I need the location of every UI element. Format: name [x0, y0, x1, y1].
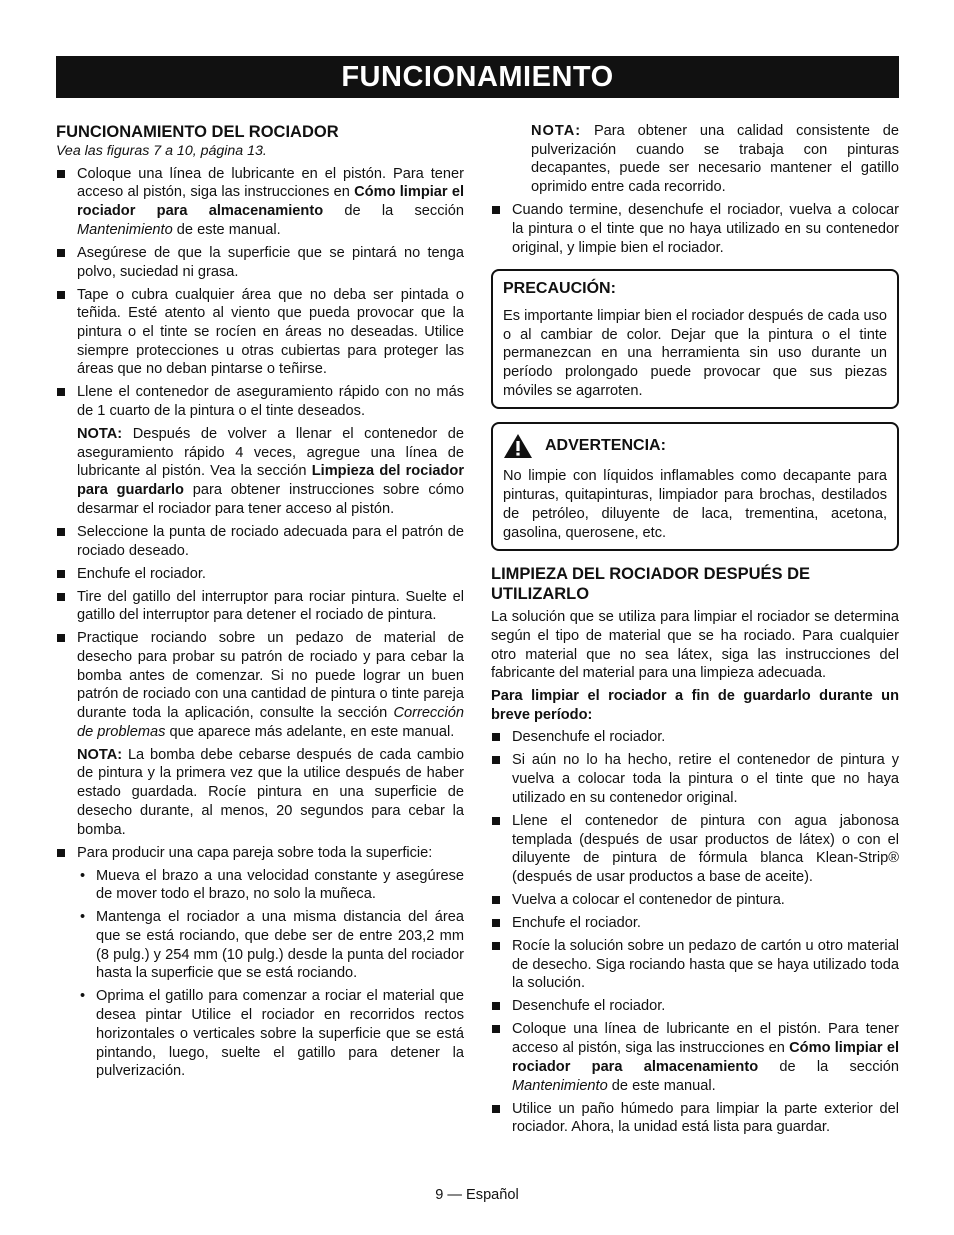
- warning-title: ADVERTENCIA:: [545, 437, 666, 455]
- list-item: Desenchufe el rociador.: [491, 997, 899, 1016]
- note-paragraph: NOTA: La bomba debe cebarse después de cada cambio de pintura y la primera vez que la utilice después de haber estado guardada. Rocíe pintura en una superficie de desecho durante, al menos, 20 segundos para cebar la bomba.: [77, 746, 464, 838]
- list-item: Enchufe el rociador.: [491, 914, 899, 933]
- note-paragraph: NOTA: Después de volver a llenar el contenedor de aseguramiento rápido 4 veces, agregue una línea de lubricante al pistón. Vea la sección Limpieza del rociador para guardarlo para obtener instrucciones sobre cómo desarmar el rociador para tener acceso al pistón.: [77, 426, 464, 517]
- list-item: Llene el contenedor de pintura con agua jabonosa templada (después de usar productos de látex) o con el diluyente de pintura de fórmula blanca Klean-Strip® (después de usar productos a base de aceite).: [491, 812, 899, 887]
- operation-steps: [56, 165, 464, 421]
- section-heading-cleaning: LIMPIEZA DEL ROCIADOR DESPUÉS DE UTILIZARLO: [491, 565, 811, 604]
- list-item: Para producir una capa pareja sobre toda la superficie:: [56, 844, 464, 863]
- left-column: [56, 122, 464, 1085]
- cleaning-subheading: Para limpiar el rociador a fin de guardarlo durante un breve período:: [491, 688, 899, 723]
- list-item: Practique rociando sobre un pedazo de material de desecho para probar su patrón de rociado y para cebar la bomba antes de comenzar. Si no puede lograr un buen patrón de rociado con una cantidad de pintura o tinte pareja durante toda la aplicación, consulte la sección Corrección de problemas que aparece más adelante, en este manual.: [56, 629, 464, 741]
- right-column: [491, 122, 899, 1141]
- finish-steps: [491, 201, 899, 257]
- warning-text: No limpie con líquidos inflamables como decapante para pinturas, quitapinturas, limpiador para brochas, destilados de petróleo, diluyente de laca, trementina, acetona, gasolina, querosene, etc.: [503, 468, 887, 541]
- cleaning-steps: [491, 728, 899, 1136]
- list-item: Utilice un paño húmedo para limpiar la parte exterior del rociador. Ahora, la unidad está lista para guardar.: [491, 1100, 899, 1137]
- list-item: Desenchufe el rociador.: [491, 728, 899, 747]
- even-coat-tips: [56, 867, 464, 1081]
- list-item: Asegúrese de que la superficie que se pintará no tenga polvo, suciedad ni grasa.: [56, 244, 464, 281]
- list-item: Coloque una línea de lubricante en el pistón. Para tener acceso al pistón, siga las instrucciones en Cómo limpiar el rociador para almacenamiento de la sección Mantenimiento de este manual.: [56, 165, 464, 240]
- caution-title: PRECAUCIÓN:: [503, 280, 616, 298]
- page-footer: 9 — Español: [435, 1187, 519, 1203]
- caution-box: [491, 269, 899, 409]
- list-item: Coloque una línea de lubricante en el pistón. Para tener acceso al pistón, siga las instrucciones en Cómo limpiar el rociador para almacenamiento de la sección Mantenimiento de este manual.: [491, 1020, 899, 1095]
- list-item: Tire del gatillo del interruptor para rociar pintura. Suelte el gatillo del interruptor para detener el rociado de pintura.: [56, 588, 464, 625]
- list-item: Seleccione la punta de rociado adecuada para el patrón de rociado deseado.: [56, 523, 464, 560]
- list-item: Llene el contenedor de aseguramiento rápido con no más de 1 cuarto de la pintura o el tinte deseados.: [56, 383, 464, 420]
- cleaning-intro: La solución que se utiliza para limpiar el rociador se determina según el tipo de material que se ha rociado. Para cualquier otro material que no sea látex, siga las instrucciones del fabricante del material para una limpieza adecuada.: [491, 609, 899, 682]
- list-item: • Oprima el gatillo para comenzar a rociar el material que desea pintar Utilice el rociador en recorridos rectos horizontales o verticales sobre la superficie que se está pintando, luego, suelte el gatillo para detener la pulverización.: [77, 987, 464, 1081]
- figure-reference: Vea las figuras 7 a 10, página 13.: [56, 143, 267, 159]
- list-item: • Mueva el brazo a una velocidad constante y asegúrese de mover todo el brazo, no solo la muñeca.: [77, 867, 464, 904]
- caution-text: Es importante limpiar bien el rociador después de cada uso o al cambiar de color. Dejar que la pintura o el tinte permanezcan en una herramienta sin uso durante un período prolongado puede provocar que sus piezas móviles se agarroten.: [503, 307, 887, 399]
- list-item: Enchufe el rociador.: [56, 565, 464, 584]
- section-heading-operation: FUNCIONAMIENTO DEL ROCIADOR: [56, 123, 339, 141]
- list-item: • Mantenga el rociador a una misma distancia del área que se está rociando, que debe ser de entre 203,2 mm (8 pulg.) y 254 mm (10 pulg.) desde la punta del rociador hasta la superficie que se está rociando.: [77, 908, 464, 983]
- warning-header: [503, 433, 887, 459]
- list-item: Rocíe la solución sobre un pedazo de cartón u otro material de desecho. Siga rociando hasta que se haya utilizado toda la solución.: [491, 937, 899, 993]
- note-paragraph: NOTA: Para obtener una calidad consistente de pulverización cuando se trabaja con pinturas decapantes, puede ser necesario mantener el gatillo oprimido entre cada recorrido.: [531, 123, 899, 196]
- list-item: Tape o cubra cualquier área que no deba ser pintada o teñida. Esté atento al viento que pueda provocar que la pintura o el tinte se rocíen en áreas no deseadas. Utilice siempre protecciones u otras cubiertas para proteger las áreas que no deban pintarse o teñirse.: [56, 286, 464, 380]
- list-item: Cuando termine, desenchufe el rociador, vuelva a colocar la pintura o el tinte que no haya utilizado en su contenedor original, y limpie bien el rociador.: [491, 201, 899, 257]
- warning-triangle-icon: [503, 433, 533, 459]
- list-item: Si aún no lo ha hecho, retire el contenedor de pintura y vuelva a colocar toda la pintura o el tinte que no haya utilizado en su contenedor original.: [491, 751, 899, 807]
- page-title: FUNCIONAMIENTO: [56, 56, 899, 98]
- operation-steps-2: [56, 523, 464, 742]
- list-item: Vuelva a colocar el contenedor de pintura.: [491, 891, 899, 910]
- operation-steps-3: [56, 844, 464, 863]
- warning-box: [491, 422, 899, 551]
